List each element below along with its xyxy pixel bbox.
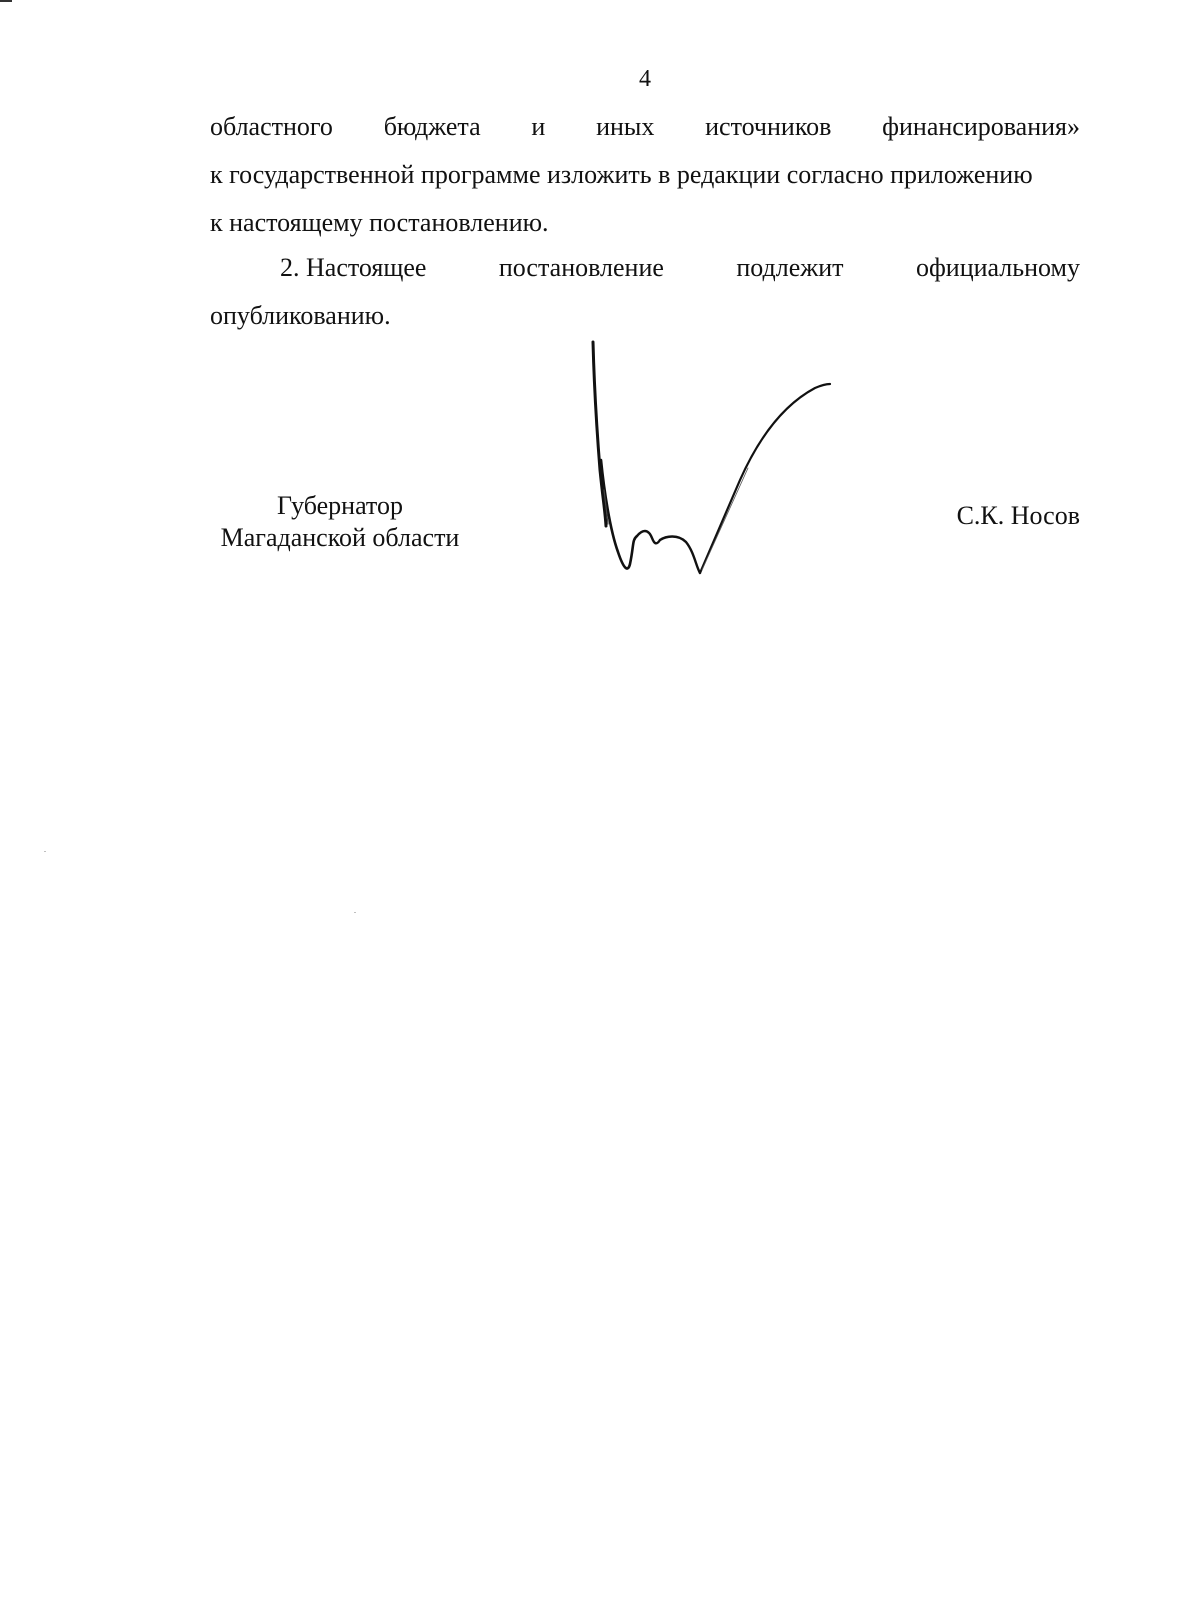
word: и <box>531 112 546 141</box>
word: 2. Настоящее <box>280 253 427 282</box>
paragraph-1-line-3: к настоящему постановлению. <box>210 208 549 237</box>
word: официальному <box>915 253 1080 282</box>
paragraph-2-line-2: опубликованию. <box>210 301 391 330</box>
paragraph-1-line-2: к государственной программе изложить в редакции согласно приложению <box>210 160 1033 189</box>
signatory-name: С.К. Носов <box>956 501 1080 530</box>
handwritten-signature <box>590 340 880 600</box>
word: постановление <box>498 253 664 282</box>
paragraph-2 <box>210 244 1080 340</box>
paragraph-2-line-1 <box>210 244 1080 292</box>
signatory-position: Губернатор <box>277 491 403 520</box>
paragraph-1 <box>210 103 1080 247</box>
word: подлежит <box>736 253 844 282</box>
word: иных <box>596 112 655 141</box>
paragraph-1-line-1 <box>210 103 1080 151</box>
page-number: 4 <box>639 66 651 92</box>
word: бюджета <box>383 112 481 141</box>
scan-speck <box>44 851 46 852</box>
scan-edge-mark <box>0 0 12 2</box>
signatory-title <box>210 490 470 554</box>
signatory-region: Магаданской области <box>220 523 460 552</box>
word: источников <box>705 112 832 141</box>
word: финансирования» <box>882 112 1080 141</box>
scan-speck <box>354 912 356 913</box>
word: областного <box>210 112 333 141</box>
